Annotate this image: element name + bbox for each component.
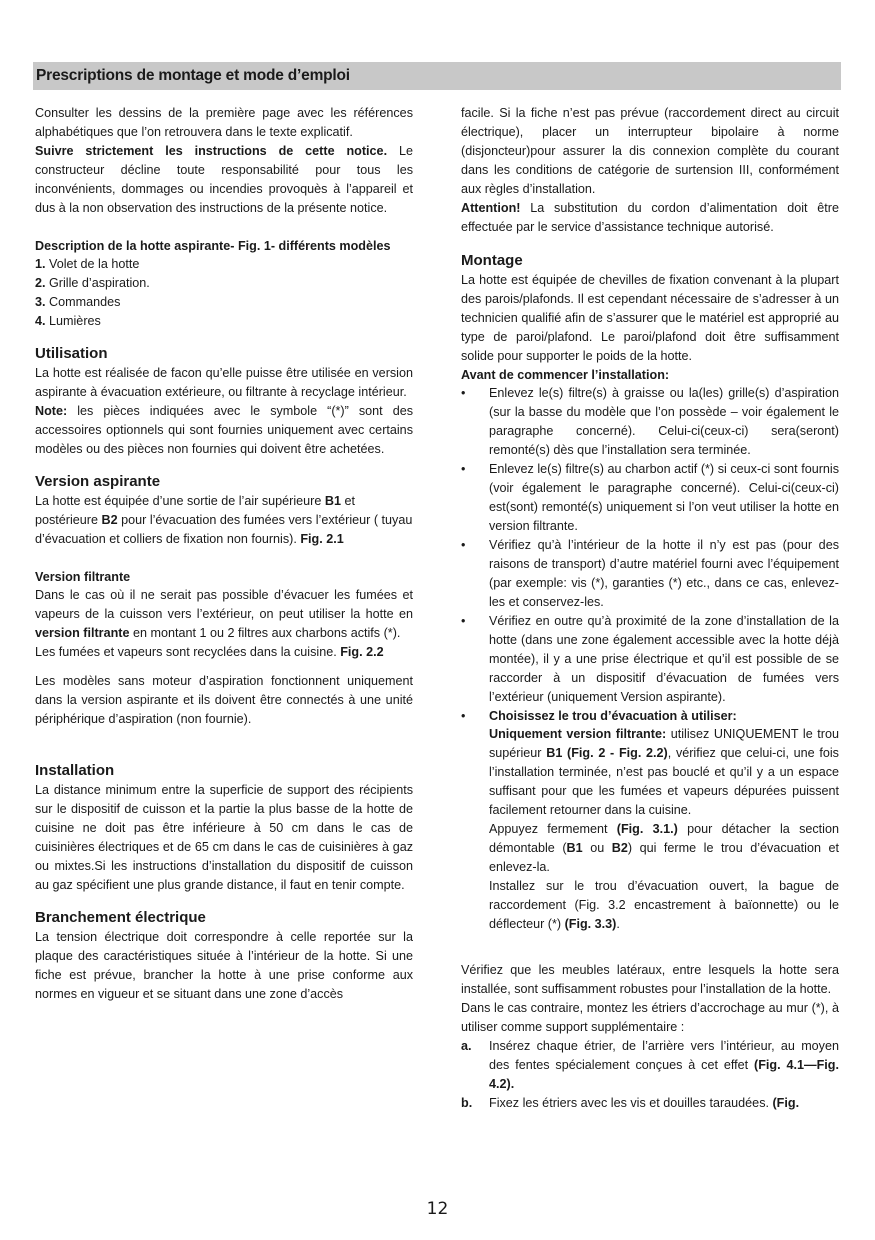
bullet-icon: • <box>461 709 466 723</box>
bullet-icon: • <box>461 386 466 400</box>
list-item: • Vérifiez en outre qu’à proximité de la zone d’installation de la hotte (dans une zone également accessible avec la hotte déjà montée), il y a une prise électrique et qu’il est possible de se raccorder à un dispositif d’évacuation de fumées vers l’extérieur (uniquement Version aspirante). <box>461 612 839 707</box>
montage-heading: Montage <box>461 252 523 269</box>
filtrante-only-paragraph: Uniquement version filtrante: utilisez UNIQUEMENT le trou supérieur B1 (Fig. 2 - Fig. 2.2), vérifiez que celui-ci, une fois l’installation terminée, n’est pas bouclé et qu’il y a un espace suffisant pour que les fumées et vapeurs dépurées puissent facilement retourner dans la cuisine. <box>489 727 839 817</box>
installation-heading: Installation <box>35 762 115 779</box>
description-heading: Description de la hotte aspirante- Fig. 1- différents modèles <box>35 239 391 253</box>
branchement-heading: Branchement électrique <box>35 909 206 926</box>
left-column <box>35 104 413 1004</box>
step-a: a. Insérez chaque étrier, de l’arrière vers l’intérieur, au moyen des fentes spécialement conçues à cet effet (Fig. 4.1—Fig. 4.2). <box>461 1037 839 1094</box>
step-b: b. Fixez les étriers avec les vis et douilles taraudées. (Fig. <box>461 1094 839 1113</box>
list-item: • Enlevez le(s) filtre(s) à graisse ou la(les) grille(s) d’aspiration (sur la basse du modèle que l’on possède – voir également le paragraphe concerné). Celui-ci(ceux-ci) sera(seront) remonté(s) dès que l’installation sera terminée. <box>461 384 839 460</box>
page-number: 12 <box>426 1199 449 1219</box>
bullet-icon: • <box>461 462 466 476</box>
description-item-2: 2. Grille d’aspiration. <box>35 276 150 290</box>
montage-paragraph: La hotte est équipée de chevilles de fixation convenant à la plupart des parois/plafonds. Il est cependant nécessaire de s’adresser à un technicien qualifié afin de s’assurer que le matériel est approprié au type de paroi/plafond. Le paroi/plafond doit être suffisamment solide pour supporter le poids de la hotte. <box>461 273 839 363</box>
utilisation-heading: Utilisation <box>35 345 108 362</box>
step-a-label: a. <box>461 1039 472 1053</box>
branchement-paragraph: La tension électrique doit correspondre à celle reportée sur la plaque des caractéristiques située à l’intérieur de la hotte. Si une fiche est prévue, brancher la hotte à une prise conforme aux normes en vigueur et se situant dans une zone d’accès <box>35 930 413 1001</box>
intro-paragraph: Consulter les dessins de la première page avec les références alphabétiques que l’on retrouvera dans le texte explicatif. <box>35 106 413 139</box>
description-item-1: 1. Volet de la hotte <box>35 257 140 271</box>
version-filtrante-heading: Version filtrante <box>35 570 131 584</box>
continued-paragraph: facile. Si la fiche n’est pas prévue (raccordement direct au circuit électrique), placer un interrupteur bipolaire à norme (disjoncteur)pour assurer la dis connexion complète du courant dans les conditions de catégorie de surtension III, conformément aux règles d’installation. <box>461 106 839 196</box>
choisissez-heading: Choisissez le trou d’évacuation à utiliser: <box>489 709 737 723</box>
utilisation-note: Note: les pièces indiquées avec le symbole “(*)” sont des accessoires optionnels qui sont fournies uniquement avec certains modèles ou des pièces non fournies qui doivent être achetées. <box>35 404 413 456</box>
recycling-paragraph: Les fumées et vapeurs sont recyclées dans la cuisine. Fig. 2.2 <box>35 645 384 659</box>
step-b-label: b. <box>461 1096 473 1110</box>
list-item: • Vérifiez qu’à l’intérieur de la hotte il n’y est pas (pour des raisons de transport) d’autre matériel fourni avec l’équipement (par exemple: vis (*), garanties (*) etc., dans ce cas, enlevez-les et conservez-les. <box>461 536 839 612</box>
bullet-icon: • <box>461 614 466 628</box>
installez-paragraph: Installez sur le trou d’évacuation ouvert, la bague de raccordement (Fig. 3.2 encastrement à baïonnette) ou le déflecteur (*) (Fig. 3.3). <box>489 879 839 931</box>
section-header-bar <box>33 62 841 90</box>
models-paragraph: Les modèles sans moteur d’aspiration fonctionnent uniquement dans la version aspirante et ils doivent être connectés à une unité périphérique d’aspiration (non fournie). <box>35 674 413 726</box>
version-aspirante-paragraph: La hotte est équipée d’une sortie de l’air supérieure B1 et postérieure B2 pour l’évacuation des fumées vers l’extérieur ( tuyau d’évacuation et colliers de fixation non fournis). Fig. 2.1 <box>35 494 413 546</box>
list-item: • Enlevez le(s) filtre(s) au charbon actif (*) si ceux-ci sont fournis (voir également le paragraphe concerné). Celui-ci(ceux-ci) est(sont) remonté(s) uniquement si l’on veut utiliser la hotte en version filtrante. <box>461 460 839 536</box>
verification-paragraph: Vérifiez que les meubles latéraux, entre lesquels la hotte sera installée, sont suffisamment robustes pour l’installation de la hotte. <box>461 963 839 996</box>
bullet-icon: • <box>461 538 466 552</box>
description-item-3: 3. Commandes <box>35 295 121 309</box>
installation-paragraph: La distance minimum entre la superficie de support des récipients sur le dispositif de cuisson et la partie la plus basse de la hotte de cuisine ne doit pas être inférieure à 50 cm dans le cas de cuisinières électriques et de 65 cm dans le cas de cuisinières à gaz ou mixtes.Si les instructions d’installation du dispositif de cuisson au gaz spécifient une plus grande distance, il faut en tenir compte. <box>35 783 413 892</box>
list-item-choisissez <box>461 707 839 934</box>
avant-heading: Avant de commencer l’installation: <box>461 368 670 382</box>
intro-warning-paragraph: Suivre strictement les instructions de cette notice. Le constructeur décline toute responsabilité pour tous les inconvénients, dommages ou incendies provoquès à l’appareil et dus à la non observation des instructions de la présente notice. <box>35 144 413 215</box>
version-filtrante-paragraph: Dans le cas où il ne serait pas possible d’évacuer les fumées et vapeurs de la cuisson vers l’extérieur, on peut utiliser la hotte en version filtrante en montant 1 ou 2 filtres aux charbons actifs (*). <box>35 588 413 640</box>
right-column <box>461 104 839 1113</box>
utilisation-paragraph: La hotte est réalisée de facon qu’elle puisse être utilisée en version aspirante à évacuation extérieure, ou filtrante à recyclage intérieur. <box>35 366 413 399</box>
description-item-4: 4. Lumières <box>35 314 101 328</box>
attention-paragraph: Attention! La substitution du cordon d’alimentation doit être effectuée par le service d’assistance technique autorisé. <box>461 201 839 234</box>
contraire-paragraph: Dans le cas contraire, montez les étriers d’accrochage au mur (*), à utiliser comme support supplémentaire : <box>461 1001 839 1034</box>
appuyez-paragraph: Appuyez fermement (Fig. 3.1.) pour détacher la section démontable (B1 ou B2) qui ferme le trou d’évacuation et enlevez-la. <box>489 822 839 874</box>
section-title: Prescriptions de montage et mode d’emploi <box>36 67 350 84</box>
version-aspirante-heading: Version aspirante <box>35 473 161 490</box>
